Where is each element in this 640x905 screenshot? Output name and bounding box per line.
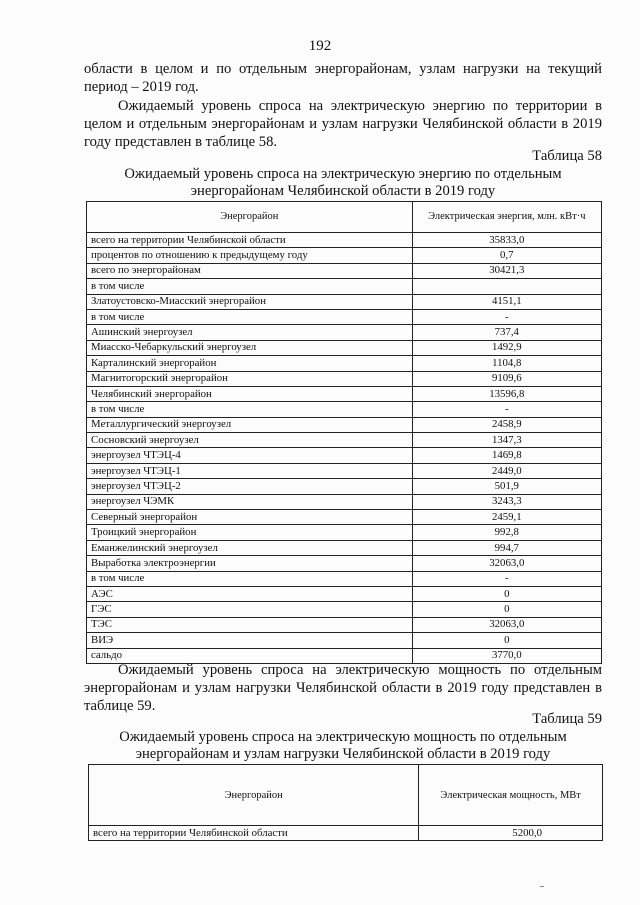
header-power: Электрическая мощность, МВт — [419, 765, 603, 826]
cell-region: энергоузел ЧТЭЦ-1 — [87, 463, 413, 478]
table-row — [87, 602, 602, 617]
cell-region: энергоузел ЧТЭЦ-2 — [87, 479, 413, 494]
table-row — [87, 556, 602, 571]
cell-region: Еманжелинский энергоузел — [87, 540, 413, 555]
cell-region: Магнитогорский энергорайон — [87, 371, 413, 386]
cell-value: 2458,9 — [412, 417, 601, 432]
cell-region: Златоустовско-Миасский энергорайон — [87, 294, 413, 309]
table-header-row — [87, 202, 602, 233]
cell-region: всего на территории Челябинской области — [89, 826, 419, 841]
cell-value: 3243,3 — [412, 494, 601, 509]
table-header-row — [89, 765, 603, 826]
cell-region: Карталинский энергорайон — [87, 356, 413, 371]
table-59-title: Ожидаемый уровень спроса на электрическую мощность по отдельным энергорайонам и узлам нагрузки Челябинской области в 2019 году — [119, 729, 567, 762]
cell-region: энергоузел ЧТЭЦ-4 — [87, 448, 413, 463]
cell-value: 992,8 — [412, 525, 601, 540]
table-row — [87, 371, 602, 386]
table-row — [87, 248, 602, 263]
cell-value: 994,7 — [412, 540, 601, 555]
table-row — [87, 540, 602, 555]
cell-value: 0,7 — [412, 248, 601, 263]
table-row — [87, 325, 602, 340]
cell-region: сальдо — [87, 648, 413, 663]
cell-value: 32063,0 — [412, 556, 601, 571]
header-region: Энергорайон — [87, 202, 413, 233]
paragraph-energy-demand: Ожидаемый уровень спроса на электрическую энергию по территории в целом и отдельным энергорайонам и узлам нагрузки Челябинской области в 2019 году представлен в таблице 58. — [84, 98, 602, 150]
table-row — [87, 340, 602, 355]
cell-value — [412, 279, 601, 294]
table-row — [87, 510, 602, 525]
table-row — [87, 386, 602, 401]
cell-value: 737,4 — [412, 325, 601, 340]
paragraph-intro: области в целом и по отдельным энергорайонам, узлам нагрузки на текущий период – 2019 год. — [84, 61, 602, 95]
cell-value: 1492,9 — [412, 340, 601, 355]
cell-value: - — [412, 571, 601, 586]
table-row — [87, 571, 602, 586]
cell-region: в том числе — [87, 571, 413, 586]
cell-value: 30421,3 — [412, 263, 601, 278]
cell-region: Северный энергорайон — [87, 510, 413, 525]
cell-value: 0 — [412, 602, 601, 617]
cell-value: 4151,1 — [412, 294, 601, 309]
cell-region: Металлургический энергоузел — [87, 417, 413, 432]
cell-value: 32063,0 — [412, 617, 601, 632]
table-row — [87, 617, 602, 632]
cell-value: 35833,0 — [412, 233, 601, 248]
cell-region: процентов по отношению к предыдущему году — [87, 248, 413, 263]
cell-region: ВИЭ — [87, 633, 413, 648]
page-number: 192 — [308, 38, 332, 54]
table-row — [87, 463, 602, 478]
table-row — [87, 279, 602, 294]
table-row — [87, 309, 602, 324]
table-row — [87, 479, 602, 494]
header-region: Энергорайон — [89, 765, 419, 826]
scan-artifact — [540, 886, 544, 887]
cell-value: - — [412, 402, 601, 417]
table-row — [87, 433, 602, 448]
table-row — [87, 402, 602, 417]
cell-region: ГЭС — [87, 602, 413, 617]
header-energy: Электрическая энергия, млн. кВт·ч — [412, 202, 601, 233]
cell-value: 1469,8 — [412, 448, 601, 463]
table-row — [87, 294, 602, 309]
table-row — [87, 448, 602, 463]
cell-region: в том числе — [87, 309, 413, 324]
cell-region: всего на территории Челябинской области — [87, 233, 413, 248]
cell-region: Челябинский энергорайон — [87, 386, 413, 401]
cell-value: - — [412, 309, 601, 324]
cell-region: Троицкий энергорайон — [87, 525, 413, 540]
cell-region: ТЭС — [87, 617, 413, 632]
cell-value: 0 — [412, 633, 601, 648]
cell-region: Сосновский энергоузел — [87, 433, 413, 448]
table-59-body — [89, 826, 603, 841]
cell-region: АЭС — [87, 586, 413, 601]
cell-value: 0 — [412, 586, 601, 601]
cell-region: в том числе — [87, 402, 413, 417]
table-58-label: Таблица 58 — [532, 148, 602, 164]
cell-value: 5200,0 — [419, 826, 603, 841]
cell-value: 2449,0 — [412, 463, 601, 478]
table-row — [87, 633, 602, 648]
table-row — [87, 356, 602, 371]
cell-value: 2459,1 — [412, 510, 601, 525]
table-row — [87, 417, 602, 432]
cell-region: в том числе — [87, 279, 413, 294]
cell-region: Выработка электроэнергии — [87, 556, 413, 571]
cell-value: 3770,0 — [412, 648, 601, 663]
cell-region: всего по энергорайонам — [87, 263, 413, 278]
table-row — [87, 263, 602, 278]
table-58-body — [87, 233, 602, 664]
cell-region: Миасско-Чебаркульский энергоузел — [87, 340, 413, 355]
table-row — [87, 233, 602, 248]
table-row — [87, 586, 602, 601]
cell-region: Ашинский энергоузел — [87, 325, 413, 340]
cell-value: 1347,3 — [412, 433, 601, 448]
cell-value: 1104,8 — [412, 356, 601, 371]
table-59-label: Таблица 59 — [532, 711, 602, 727]
table-row — [87, 525, 602, 540]
table-59 — [88, 764, 603, 841]
table-row — [89, 826, 603, 841]
table-row — [87, 494, 602, 509]
cell-region: энергоузел ЧЭМК — [87, 494, 413, 509]
cell-value: 9109,6 — [412, 371, 601, 386]
table-58-title: Ожидаемый уровень спроса на электрическую энергию по отдельным энергорайонам Челябинской области в 2019 году — [124, 166, 562, 199]
cell-value: 501,9 — [412, 479, 601, 494]
cell-value: 13596,8 — [412, 386, 601, 401]
paragraph-power-demand: Ожидаемый уровень спроса на электрическую мощность по отдельным энергорайонам и узлам нагрузки Челябинской области в 2019 году представлен в таблице 59. — [84, 662, 602, 714]
table-58 — [86, 201, 602, 664]
